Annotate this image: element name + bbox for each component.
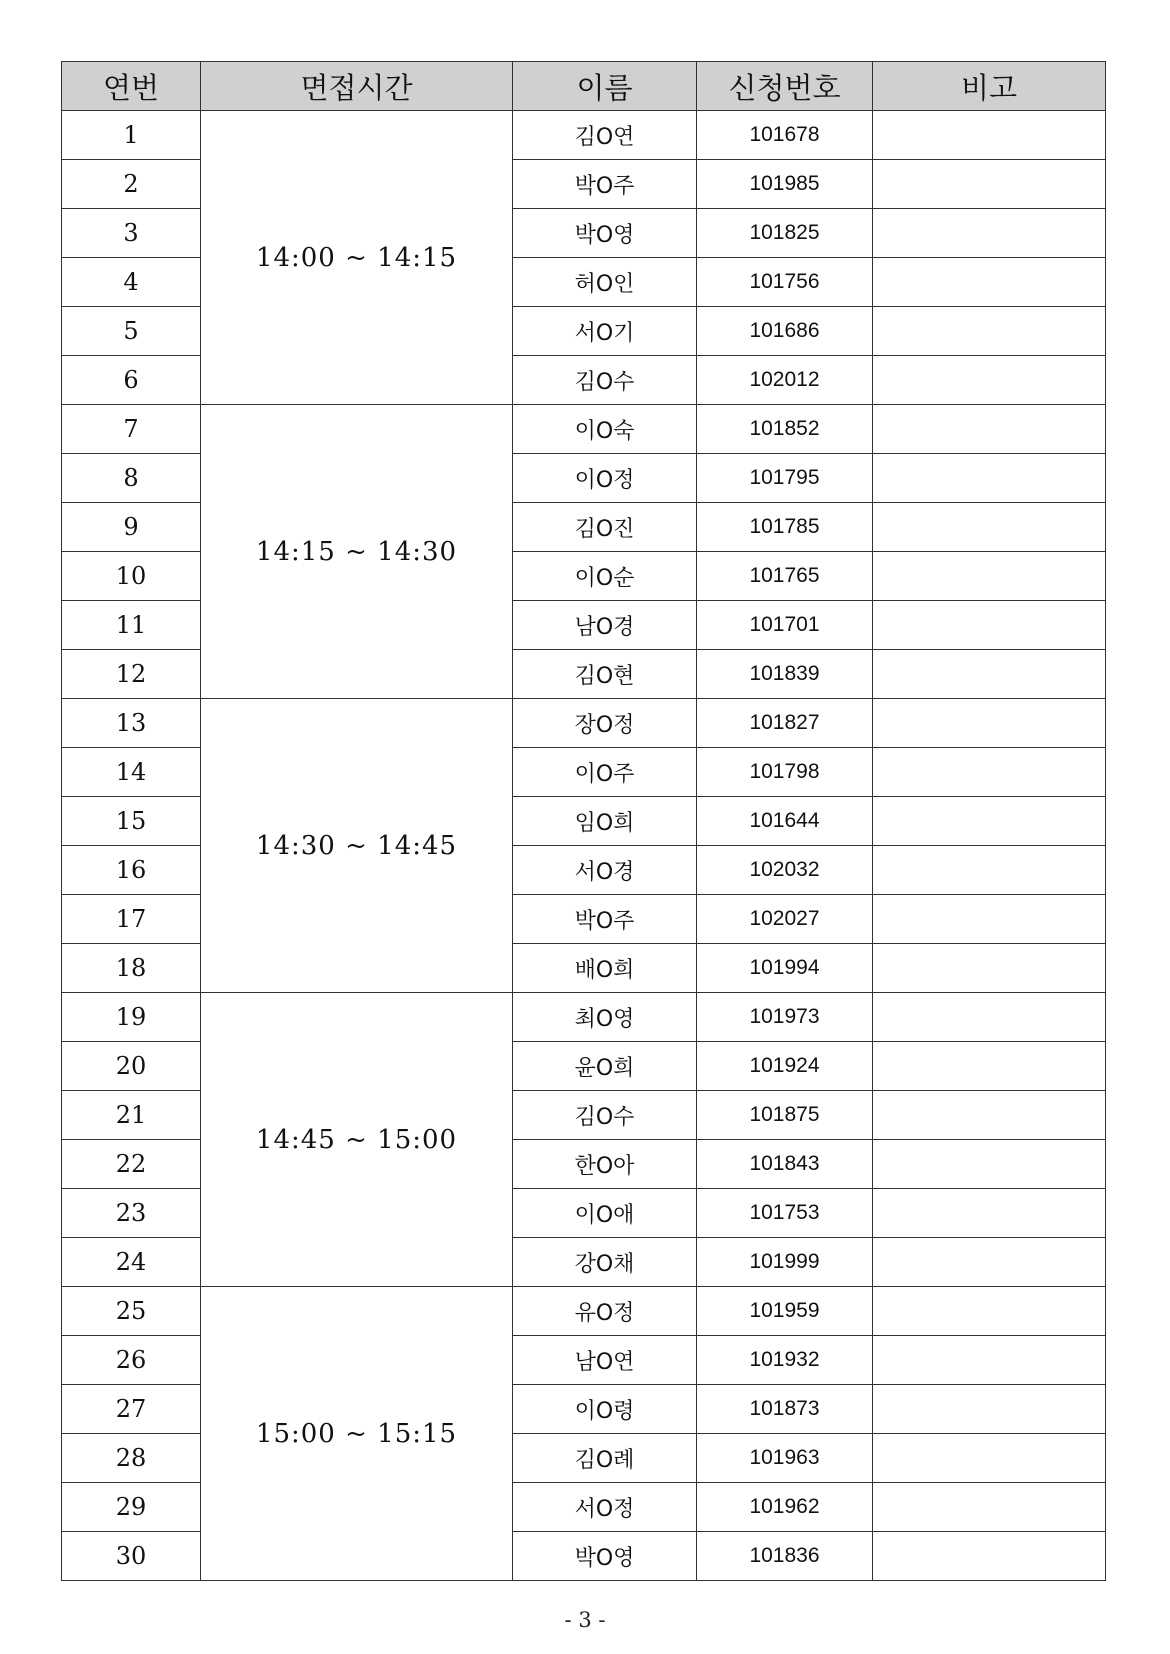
- header-note: 비고: [873, 62, 1106, 111]
- row-application-number: 101795: [697, 454, 873, 503]
- row-name: 서O기: [513, 307, 697, 356]
- row-name: 이O정: [513, 454, 697, 503]
- row-seq: 13: [62, 699, 201, 748]
- row-application-number: 101678: [697, 111, 873, 160]
- row-name: 강O채: [513, 1238, 697, 1287]
- row-seq: 11: [62, 601, 201, 650]
- row-application-number: 101701: [697, 601, 873, 650]
- row-application-number: 101686: [697, 307, 873, 356]
- row-note: [873, 699, 1106, 748]
- row-seq: 16: [62, 846, 201, 895]
- row-note: [873, 944, 1106, 993]
- row-name: 한O아: [513, 1140, 697, 1189]
- row-seq: 7: [62, 405, 201, 454]
- row-name: 김O진: [513, 503, 697, 552]
- row-note: [873, 160, 1106, 209]
- header-row: [62, 62, 1106, 111]
- row-application-number: 101932: [697, 1336, 873, 1385]
- row-application-number: 101962: [697, 1483, 873, 1532]
- interview-time-slot: 15:00 ~ 15:15: [201, 1287, 513, 1581]
- row-name: 서O정: [513, 1483, 697, 1532]
- row-application-number: 101644: [697, 797, 873, 846]
- row-application-number: 101994: [697, 944, 873, 993]
- row-application-number: 101973: [697, 993, 873, 1042]
- row-seq: 28: [62, 1434, 201, 1483]
- row-application-number: 102012: [697, 356, 873, 405]
- row-note: [873, 650, 1106, 699]
- row-name: 김O연: [513, 111, 697, 160]
- row-name: 박O주: [513, 160, 697, 209]
- row-note: [873, 1385, 1106, 1434]
- row-name: 유O정: [513, 1287, 697, 1336]
- row-name: 이O숙: [513, 405, 697, 454]
- row-seq: 18: [62, 944, 201, 993]
- table-row: [62, 1287, 1106, 1336]
- row-seq: 10: [62, 552, 201, 601]
- table-row: [62, 699, 1106, 748]
- header-interview-time: 면접시간: [201, 62, 513, 111]
- row-seq: 29: [62, 1483, 201, 1532]
- row-name: 임O희: [513, 797, 697, 846]
- row-note: [873, 1091, 1106, 1140]
- row-name: 허O인: [513, 258, 697, 307]
- row-name: 배O희: [513, 944, 697, 993]
- row-application-number: 101999: [697, 1238, 873, 1287]
- row-note: [873, 1287, 1106, 1336]
- row-seq: 4: [62, 258, 201, 307]
- header-name: 이름: [513, 62, 697, 111]
- row-name: 이O순: [513, 552, 697, 601]
- row-seq: 2: [62, 160, 201, 209]
- row-note: [873, 1434, 1106, 1483]
- row-note: [873, 895, 1106, 944]
- row-name: 김O수: [513, 356, 697, 405]
- table-row: [62, 405, 1106, 454]
- header-seq: 연번: [62, 62, 201, 111]
- row-note: [873, 307, 1106, 356]
- interview-time-slot: 14:45 ~ 15:00: [201, 993, 513, 1287]
- row-application-number: 101839: [697, 650, 873, 699]
- row-seq: 3: [62, 209, 201, 258]
- table-row: [62, 993, 1106, 1042]
- row-application-number: 101827: [697, 699, 873, 748]
- row-application-number: 101753: [697, 1189, 873, 1238]
- row-name: 박O주: [513, 895, 697, 944]
- row-seq: 5: [62, 307, 201, 356]
- row-seq: 15: [62, 797, 201, 846]
- row-seq: 22: [62, 1140, 201, 1189]
- row-seq: 17: [62, 895, 201, 944]
- row-note: [873, 1189, 1106, 1238]
- row-note: [873, 797, 1106, 846]
- row-application-number: 101985: [697, 160, 873, 209]
- row-seq: 20: [62, 1042, 201, 1091]
- row-name: 박O영: [513, 1532, 697, 1581]
- row-note: [873, 1532, 1106, 1581]
- row-name: 장O정: [513, 699, 697, 748]
- row-application-number: 101875: [697, 1091, 873, 1140]
- interview-schedule-table: [61, 61, 1106, 1581]
- row-application-number: 101924: [697, 1042, 873, 1091]
- row-application-number: 101825: [697, 209, 873, 258]
- header-application-number: 신청번호: [697, 62, 873, 111]
- row-name: 김O수: [513, 1091, 697, 1140]
- row-seq: 14: [62, 748, 201, 797]
- row-application-number: 101852: [697, 405, 873, 454]
- row-name: 박O영: [513, 209, 697, 258]
- row-note: [873, 1140, 1106, 1189]
- interview-time-slot: 14:15 ~ 14:30: [201, 405, 513, 699]
- row-note: [873, 209, 1106, 258]
- row-application-number: 101798: [697, 748, 873, 797]
- page-number: - 3 -: [564, 1608, 606, 1632]
- row-note: [873, 258, 1106, 307]
- row-seq: 9: [62, 503, 201, 552]
- row-note: [873, 1042, 1106, 1091]
- table-header: [62, 62, 1106, 111]
- row-note: [873, 503, 1106, 552]
- row-name: 이O령: [513, 1385, 697, 1434]
- row-seq: 30: [62, 1532, 201, 1581]
- table-row: [62, 111, 1106, 160]
- row-name: 김O현: [513, 650, 697, 699]
- row-note: [873, 356, 1106, 405]
- row-name: 남O경: [513, 601, 697, 650]
- table-body: [62, 111, 1106, 1581]
- interview-time-slot: 14:00 ~ 14:15: [201, 111, 513, 405]
- row-application-number: 101785: [697, 503, 873, 552]
- row-name: 남O연: [513, 1336, 697, 1385]
- row-note: [873, 454, 1106, 503]
- row-note: [873, 993, 1106, 1042]
- row-application-number: 101765: [697, 552, 873, 601]
- row-seq: 1: [62, 111, 201, 160]
- row-seq: 6: [62, 356, 201, 405]
- row-note: [873, 1238, 1106, 1287]
- row-note: [873, 1483, 1106, 1532]
- row-name: 이O애: [513, 1189, 697, 1238]
- row-seq: 8: [62, 454, 201, 503]
- row-name: 윤O희: [513, 1042, 697, 1091]
- row-application-number: 101963: [697, 1434, 873, 1483]
- row-application-number: 101959: [697, 1287, 873, 1336]
- row-note: [873, 1336, 1106, 1385]
- row-name: 최O영: [513, 993, 697, 1042]
- row-application-number: 101873: [697, 1385, 873, 1434]
- row-application-number: 101843: [697, 1140, 873, 1189]
- row-seq: 26: [62, 1336, 201, 1385]
- row-application-number: 101836: [697, 1532, 873, 1581]
- row-note: [873, 111, 1106, 160]
- row-name: 이O주: [513, 748, 697, 797]
- row-seq: 25: [62, 1287, 201, 1336]
- row-seq: 21: [62, 1091, 201, 1140]
- row-seq: 24: [62, 1238, 201, 1287]
- row-application-number: 102027: [697, 895, 873, 944]
- row-note: [873, 748, 1106, 797]
- row-seq: 23: [62, 1189, 201, 1238]
- row-seq: 19: [62, 993, 201, 1042]
- row-note: [873, 846, 1106, 895]
- row-seq: 12: [62, 650, 201, 699]
- row-name: 김O례: [513, 1434, 697, 1483]
- row-note: [873, 405, 1106, 454]
- row-note: [873, 601, 1106, 650]
- interview-time-slot: 14:30 ~ 14:45: [201, 699, 513, 993]
- row-name: 서O경: [513, 846, 697, 895]
- row-note: [873, 552, 1106, 601]
- row-application-number: 102032: [697, 846, 873, 895]
- row-application-number: 101756: [697, 258, 873, 307]
- row-seq: 27: [62, 1385, 201, 1434]
